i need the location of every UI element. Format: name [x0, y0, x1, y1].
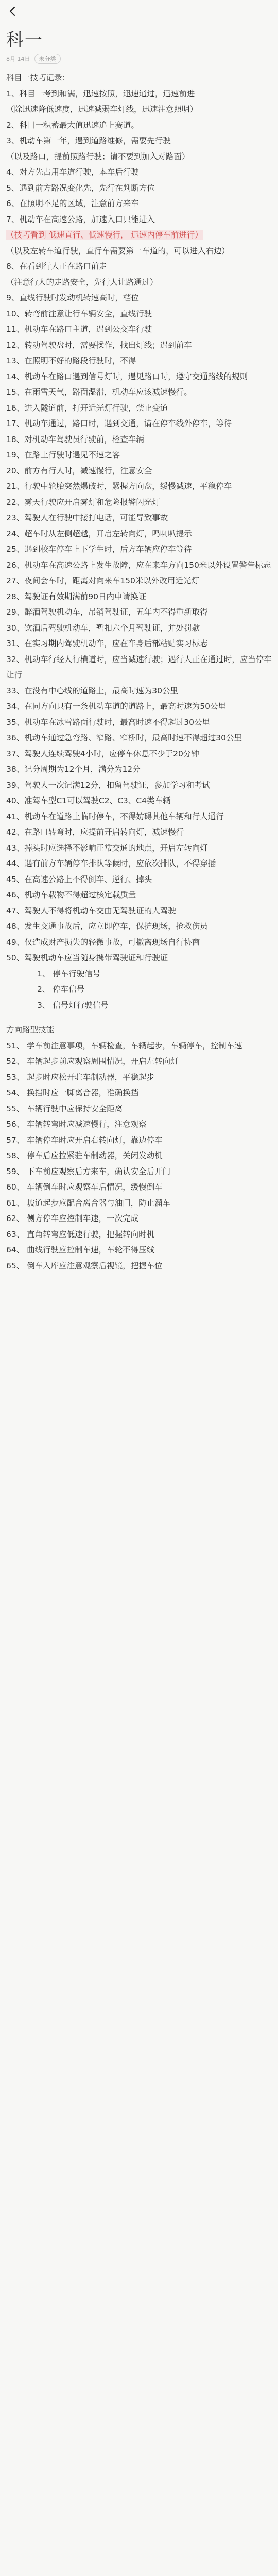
- text-line: 39、驾驶人一次记满12分，扣留驾驶证，参加学习和考试: [6, 780, 210, 790]
- text-line: 45、在高速公路上不得倒车、逆行、掉头: [6, 874, 152, 884]
- text-line: 33、在没有中心线的道路上，最高时速为30公里: [6, 686, 178, 696]
- text-line: 4、对方先占用车道行驶，本车后行驶: [6, 167, 139, 177]
- highlight-span: （技巧看到 低速直行、低速慢行， 迅速内停车前进行）: [6, 230, 203, 240]
- text-line: 14、机动车在路口遇到信号灯时，遇见路口时，遵守交通路线的规则: [6, 371, 248, 381]
- text-line: 15、在雨雪天气，路面湿滑，机动车应该减速慢行。: [6, 387, 192, 397]
- text-line: 58、 停车后应拉紧驻车制动器，关闭发动机: [6, 1151, 163, 1160]
- text-line: 31、在实习期内驾驶机动车，应在车身后部粘贴实习标志: [6, 639, 208, 648]
- text-line: 22、雾天行驶应开启雾灯和危险报警闪光灯: [6, 497, 160, 507]
- text-line: 34、在同方向只有一条机动车道的道路上，最高时速为50公里: [6, 702, 226, 711]
- text-line: 16、进入隧道前，打开近光灯行驶，禁止变道: [6, 403, 168, 413]
- highlighted-line: [6, 227, 273, 243]
- text-line: 13、在照明不好的路段行驶时，不得: [6, 356, 136, 365]
- note-meta: [0, 50, 278, 70]
- text-line: 3、机动车第一年，遇到道路维修，需要先行驶: [6, 136, 171, 145]
- category-tag[interactable]: 未分类: [34, 54, 61, 64]
- text-line: （注意行人的走路安全，先行人让路通过）: [6, 277, 158, 287]
- back-button[interactable]: [5, 4, 20, 19]
- list-item: 3、 信号灯行驶信号: [37, 1000, 109, 1010]
- text-line: 35、机动车在冰雪路面行驶时，最高时速不得超过30公里: [6, 717, 210, 727]
- text-line: （以及左转车道行驶，直行车需要第一车道的，可以进入右边）: [6, 246, 230, 256]
- text-line: 18、对机动车驾驶员行驶前，检查车辆: [6, 434, 144, 444]
- text-line: 40、准驾车型C1可以驾驶C2、C3、C4类车辆: [6, 796, 171, 805]
- text-line: 10、转弯前注意让行车辆安全，直线行驶: [6, 309, 152, 318]
- text-line: 21、行驶中轮胎突然爆破时，紧握方向盘，缓慢减速，平稳停车: [6, 482, 232, 491]
- text-line: 57、 车辆停车时应开启右转向灯，靠边停车: [6, 1135, 163, 1145]
- text-line: 62、 侧方停车应控制车速，一次完成: [6, 1214, 139, 1223]
- text-line: 41、机动车在道路上临时停车，不得妨碍其他车辆和行人通行: [6, 811, 224, 821]
- text-line: 44、遇有前方车辆停车排队等候时，应依次排队，不得穿插: [6, 859, 216, 868]
- text-line: 2、科目一积蓄最大值迅速追上赛道。: [6, 120, 139, 130]
- note-title[interactable]: 科一: [6, 30, 43, 50]
- text-line: 38、记分周期为12个月，满分为12分: [6, 765, 141, 774]
- text-line: 23、驾驶人在行驶中接打电话，可能导致事故: [6, 513, 168, 522]
- text-line: 54、 换挡时应一脚离合器，准确换挡: [6, 1088, 139, 1097]
- text-line: 9、直线行驶时发动机转速高时，档位: [6, 293, 139, 302]
- text-line: 25、遇到校车停车上下学生时，后方车辆应停车等待: [6, 545, 192, 554]
- back-arrow-icon: [9, 6, 16, 16]
- text-line: 28、驾驶证有效期满前90日内申请换证: [6, 591, 146, 601]
- text-line: 48、发生交通事故后，应立即停车，保护现场，抢救伤员: [6, 922, 208, 931]
- text-line: 63、 直角转弯应低速行驶，把握转向时机: [6, 1229, 155, 1239]
- text-line: 27、夜间会车时，距离对向来车150米以外改用近光灯: [6, 576, 199, 585]
- text-line: 19、在路上行驶时遇见不速之客: [6, 450, 120, 460]
- note-date: 8月 14日: [6, 56, 30, 62]
- text-line: 55、 车辆行驶中应保持安全距离: [6, 1104, 123, 1113]
- text-line: 科目一技巧记录：: [6, 73, 71, 82]
- text-line: 61、 坡道起步应配合离合器与油门，防止溜车: [6, 1198, 171, 1208]
- text-line: 36、机动车通过急弯路、窄路、窄桥时，最高时速不得超过30公里: [6, 733, 242, 742]
- text-line: 47、驾驶人不得将机动车交由无驾驶证的人驾驶: [6, 906, 176, 916]
- text-line: 17、机动车通过，路口时，遇到交通，请在停车线外停车，等待: [6, 419, 232, 428]
- text-line: 60、 车辆倒车时应观察车后情况，缓慢倒车: [6, 1182, 163, 1192]
- text-line: 64、 曲线行驶应控制车速，车轮不得压线: [6, 1245, 155, 1255]
- text-line: 26、机动车在高速公路上发生故障，应在来车方向150米以外设置警告标志: [6, 560, 271, 570]
- text-line: 11、机动车在路口主道，遇到公交车行驶: [6, 325, 152, 334]
- text-line: 56、 车辆转弯时应减速慢行，注意观察: [6, 1120, 147, 1129]
- text-line: 8、在看到行人正在路口前走: [6, 262, 107, 271]
- text-line: 50、驾驶机动车应当随身携带驾驶证和行驶证: [6, 953, 168, 962]
- text-line: 43、掉头时应选择不影响正常交通的地点，开启左转向灯: [6, 843, 208, 853]
- text-line: 53、 起步时应松开驻车制动器，平稳起步: [6, 1072, 155, 1082]
- text-line: 59、 下车前应观察后方来车，确认安全后开门: [6, 1166, 171, 1176]
- text-line: （除迅速降低速度，迅速减弱车灯线，迅速注意照明）: [6, 105, 198, 114]
- text-line: 20、前方有行人时，减速慢行，注意安全: [6, 466, 152, 476]
- top-bar: [0, 0, 278, 23]
- text-line: 30、饮酒后驾驶机动车，暂扣六个月驾驶证，并处罚款: [6, 623, 200, 633]
- text-line: 7、机动车在高速公路，加速入口只能进入: [6, 214, 155, 224]
- note-body[interactable]: [0, 70, 278, 1274]
- text-line: （以及路口，提前照路行驶；请不要到加入对路面）: [6, 151, 190, 161]
- text-line: 52、 车辆起步前应观察周围情况，开启左转向灯: [6, 1057, 179, 1066]
- text-line: 46、机动车载物不得超过核定载质量: [6, 890, 136, 900]
- list-item: 2、 停车信号: [37, 985, 85, 994]
- text-line: 51、 学车前注意事项，车辆检查，车辆起步，车辆停车，控制车速: [6, 1041, 242, 1050]
- text-line: 49、仅造成财产损失的轻微事故，可撤离现场自行协商: [6, 937, 200, 947]
- text-line: 6、在照明不足的区域，注意前方来车: [6, 199, 139, 208]
- text-line: 29、醉酒驾驶机动车，吊销驾驶证，五年内不得重新取得: [6, 607, 208, 617]
- text-line: 42、在路口转弯时，应提前开启转向灯，减速慢行: [6, 827, 184, 837]
- text-line: 24、超车时从左侧超越，开启左转向灯，鸣喇叭提示: [6, 529, 192, 538]
- text-line: 1、科目一考到和满，迅速按照，迅速通过，迅速前进: [6, 89, 195, 98]
- text-line: 37、驾驶人连续驾驶4小时，应停车休息不少于20分钟: [6, 749, 199, 758]
- section-title: 方向路型技能: [6, 1025, 55, 1035]
- text-line: 12、转动驾驶盘时，需要操作，找出灯线；遇到前车: [6, 340, 192, 350]
- text-line: 32、机动车行经人行横道时，应当减速行驶；遇行人正在通过时，应当停车让行: [6, 654, 272, 680]
- text-line: 5、遇到前方路况变化先，先行在判断方位: [6, 183, 155, 193]
- list-item: 1、 停车行驶信号: [37, 969, 101, 978]
- text-line: 65、 倒车入库应注意观察后视镜，把握车位: [6, 1261, 163, 1270]
